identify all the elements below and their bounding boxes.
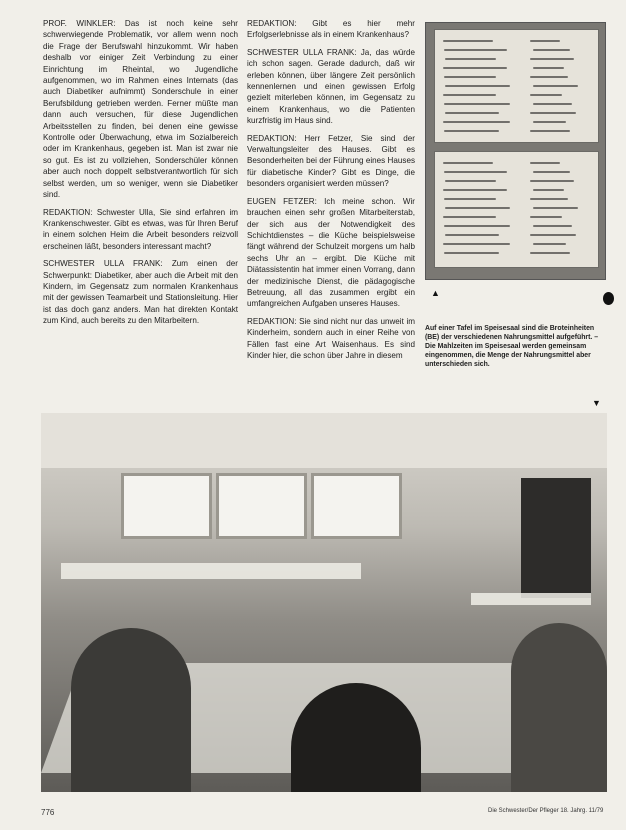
text-column-left	[43, 18, 238, 333]
chart-board-line	[443, 162, 493, 164]
paragraph: SCHWESTER ULLA FRANK: Ja, das würde ich schon sagen. Gerade dadurch, daß wir erleben können, über längere Zeit persönlich kennenlernen und einen gewissen Erfolg gezielt miterleben können, im Gegensatz zu einem Krankenhaus, wo die Patienten kurzfristig im Haus sind.	[247, 47, 415, 126]
chart-board-line	[444, 252, 499, 254]
chart-board-line	[445, 234, 499, 236]
chart-board-line	[444, 103, 510, 105]
chart-board-line	[444, 49, 507, 51]
window	[311, 473, 402, 539]
chart-board-line	[533, 49, 570, 51]
paragraph: REDAKTION: Herr Fetzer, Sie sind der Verwaltungsleiter des Hauses. Gibt es Besonderheiten bei der Führung eines Hauses für diabetische Kinder? Gibt es Dinge, die besonders organisiert werden müssen?	[247, 133, 415, 189]
chart-board-line	[530, 198, 568, 200]
paragraph: SCHWESTER ULLA FRANK: Zum einen der Schwerpunkt: Diabetiker, aber auch die Arbeit mit den Kindern, im Gegensatz zum normalen Krankenhaus mit der gewissen Teamarbeit und Stationsleitung. Hier ist das doch ganz anders. Man hat direkten Kontakt zum Kind, auch bereits zu den Mitarbeitern.	[43, 259, 238, 326]
ceiling	[41, 413, 607, 468]
chart-board-line	[444, 225, 510, 227]
chart-board-line	[530, 216, 562, 218]
paragraph: REDAKTION: Schwester Ulla, Sie sind erfahren im Krankenschwester. Gibt es etwas, was für Ihren Beruf in einem solchen Heim die Arbeit besonders reizvoll erscheinen läßt, besonders interessant macht?	[43, 207, 238, 251]
chart-board-line	[533, 171, 570, 173]
photo-carbohydrate-chart-board	[425, 22, 606, 280]
chart-board-line	[530, 94, 562, 96]
person-foreground	[511, 623, 607, 792]
chart-board-line	[530, 112, 576, 114]
dining-table	[61, 563, 361, 579]
chart-board-line	[530, 130, 570, 132]
chart-board-line	[443, 94, 496, 96]
chart-board-line	[445, 58, 496, 60]
chart-board-line	[443, 40, 493, 42]
paragraph: REDAKTION: Sie sind nicht nur das unweit im Kinderheim, sondern auch in einer Reihe von Fällen fast eine Art Waisenhaus. Es sind Kinder hier, die schon über Jahre in diesem	[247, 316, 415, 360]
chart-board-line	[443, 121, 510, 123]
chart-board-line	[530, 40, 560, 42]
person-foreground	[71, 628, 191, 792]
chart-board-line	[445, 112, 499, 114]
dining-table	[471, 593, 591, 605]
chart-board-line	[445, 85, 510, 87]
chart-board-line	[444, 171, 507, 173]
window	[121, 473, 212, 539]
chart-board-line	[530, 76, 568, 78]
chart-board-line	[444, 198, 496, 200]
photo-dining-hall	[41, 413, 607, 792]
journal-footer: Die Schwester/Der Pfleger 18. Jahrg. 11/79	[488, 808, 604, 814]
chart-board-line	[444, 130, 499, 132]
chart-board-line	[530, 162, 560, 164]
window	[216, 473, 307, 539]
page-number: 776	[41, 808, 55, 817]
paragraph: PROF. WINKLER: Das ist noch keine sehr schwerwiegende Problematik, vor allem wenn noch die Frage der Berufswahl hinzukommt. Wir haben deshalb vor einiger Zeit Verbindung zu einer Einrichtung im Rheintal, wo Jugendliche aufgenommen, wo im Rahmen eines Internats (das auch Diabetiker aufnimmt) Sonderschule in einer Berufsbildung getrieben werden. Ferner müßte man dann auch versuchen, für diese Jugendlichen Arbeitsstellen zu finden, bei denen eine gewisse Kontrolle oder Überwachung, etwa im Sozialbereich oder im Krankenhaus, gegeben ist. Man ist zwar nie so gut. Es ist zu vollziehen, Sonderschüler können aber auch noch doppelt selbstverantwortlich für sich selbst werden, um so weniger, wenn sie Diabetiker sind.	[43, 19, 238, 200]
paragraph: EUGEN FETZER: Ich meine schon. Wir brauchen einen sehr großen Mitarbeiterstab, der sich aus der Notwendigkeit des Schichtdienstes – die Küche beispielsweise fängt während der Schulzeit morgens um halb sechs Uhr an – ergibt. Die Küche mit Diätassistentin hat immer einen Vorrang, dann der medizinische Dienst, die pädagogische Betreuung, all das zusammen ergibt ein umfangreichen Aufgaben unseres Hauses.	[247, 196, 415, 309]
chart-board-line	[443, 243, 510, 245]
chart-board-line	[533, 121, 566, 123]
arrow-down-icon: ▼	[592, 398, 601, 408]
chart-board-line	[445, 207, 510, 209]
chart-board-line	[530, 58, 574, 60]
chart-board-line	[445, 180, 496, 182]
chart-board-lower	[434, 151, 599, 268]
chart-board-line	[533, 85, 578, 87]
chart-board-line	[533, 243, 566, 245]
chart-board-line	[533, 103, 572, 105]
chart-board-line	[533, 67, 564, 69]
chart-board-line	[530, 180, 574, 182]
chart-board-line	[530, 252, 570, 254]
chart-board-line	[533, 207, 578, 209]
photo-caption: Auf einer Tafel im Speisesaal sind die Broteinheiten (BE) der verschiedenen Nahrungsmittel aufgeführt. – Die Mahlzeiten im Speisesaal werden gemeinsam eingenommen, die Menge der Nahrungsmittel aber unterschieden sich.	[425, 325, 599, 369]
chart-board-line	[444, 76, 496, 78]
chart-board-line	[443, 189, 507, 191]
chart-board-line	[533, 189, 564, 191]
paragraph: REDAKTION: Gibt es hier mehr Erfolgserlebnisse als in einem Krankenhaus?	[247, 19, 415, 40]
text-column-middle	[247, 18, 415, 367]
chart-board-upper	[434, 29, 599, 143]
page-edge-mark	[603, 292, 614, 305]
chart-board-line	[443, 216, 496, 218]
doorway	[521, 478, 591, 598]
chart-board-line	[530, 234, 576, 236]
chart-board-line	[443, 67, 507, 69]
chart-board-line	[533, 225, 572, 227]
arrow-up-icon: ▲	[431, 288, 440, 298]
